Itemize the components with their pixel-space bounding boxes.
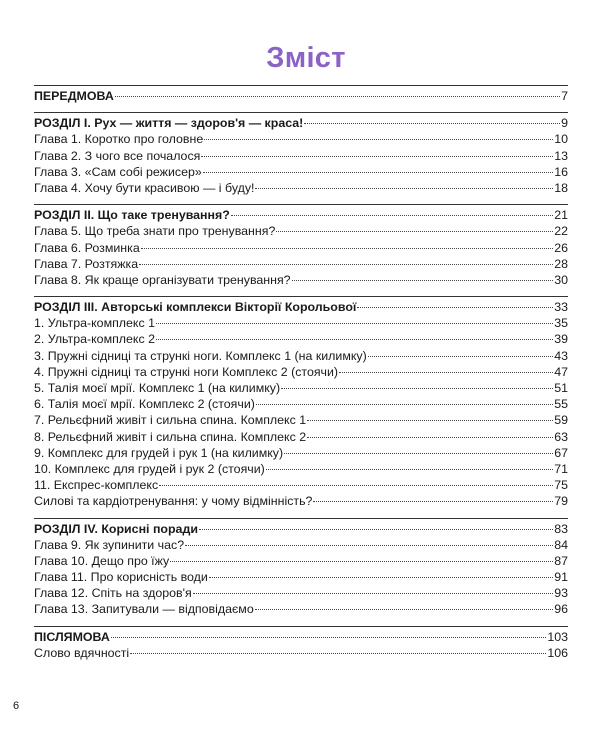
dot-leader xyxy=(307,420,553,421)
toc-entry-page-number: 18 xyxy=(554,180,568,195)
dot-leader xyxy=(339,372,553,373)
toc-entry-title: Глава 9. Як зупинити час? xyxy=(34,537,185,552)
toc-entry-page-number: 87 xyxy=(554,553,568,568)
toc-entry-title: Глава 6. Розминка xyxy=(34,240,140,255)
toc-entry-page-number: 84 xyxy=(554,537,568,552)
toc-entry[interactable] xyxy=(34,180,568,196)
toc-entry-title: Глава 2. З чого все почалося xyxy=(34,148,201,163)
toc-entry-page-number: 55 xyxy=(554,397,568,412)
dot-leader xyxy=(256,404,553,405)
toc-entry-page-number: 30 xyxy=(554,272,568,287)
toc-entry-page-number: 26 xyxy=(554,240,568,255)
dot-leader xyxy=(159,485,553,486)
toc-entry-title: Глава 3. «Сам собі режисер» xyxy=(34,164,202,179)
dot-leader xyxy=(130,653,546,654)
table-of-contents xyxy=(34,85,568,669)
dot-leader xyxy=(266,469,553,470)
toc-entry[interactable] xyxy=(34,148,568,164)
toc-entry[interactable] xyxy=(34,461,568,477)
toc-entry-title: Глава 1. Коротко про головне xyxy=(34,132,204,147)
toc-entry-page-number: 9 xyxy=(561,116,568,131)
toc-entry-title: Глава 10. Дещо про їжу xyxy=(34,553,170,568)
toc-entry-page-number: 67 xyxy=(554,445,568,460)
toc-entry-title: 3. Пружні сідниці та стрункі ноги. Комплекс 1 (на килимку) xyxy=(34,348,367,363)
toc-entry-page-number: 91 xyxy=(554,570,568,585)
toc-entry[interactable] xyxy=(34,240,568,256)
toc-entry-page-number: 22 xyxy=(554,224,568,239)
toc-entry-title: 5. Талія моєї мрії. Комплекс 1 (на килимку) xyxy=(34,381,281,395)
dot-leader xyxy=(281,388,553,389)
toc-entry-page-number: 106 xyxy=(547,645,568,660)
toc-entry-page-number: 96 xyxy=(554,602,568,617)
dot-leader xyxy=(115,96,560,97)
toc-entry-title: Глава 5. Що треба знати про тренування? xyxy=(34,224,276,239)
toc-entry[interactable] xyxy=(34,256,568,272)
toc-entry-title: 10. Комплекс для грудей і рук 2 (стоячи) xyxy=(34,461,265,476)
dot-leader xyxy=(156,323,553,324)
toc-entry-title: 7. Рельєфний живіт і сильна спина. Комплекс 1 xyxy=(34,413,307,428)
toc-entry-title: Глава 12. Спіть на здоров'я xyxy=(34,586,192,601)
toc-entry[interactable] xyxy=(34,131,568,147)
toc-entry[interactable] xyxy=(34,493,568,509)
toc-entry-page-number: 13 xyxy=(554,148,568,163)
toc-entry-title: ПЕРЕДМОВА xyxy=(34,89,114,103)
dot-leader xyxy=(255,188,553,189)
toc-entry[interactable] xyxy=(34,445,568,461)
dot-leader xyxy=(156,339,553,340)
toc-section xyxy=(34,204,568,288)
toc-entry-title: Глава 4. Хочу бути красивою — і буду! xyxy=(34,180,255,195)
toc-entry[interactable] xyxy=(34,477,568,493)
dot-leader xyxy=(204,139,553,140)
dot-leader xyxy=(307,437,553,438)
toc-entry-title: 6. Талія моєї мрії. Комплекс 2 (стоячи) xyxy=(34,397,255,412)
dot-leader xyxy=(313,501,553,502)
dot-leader xyxy=(255,609,553,610)
dot-leader xyxy=(199,529,553,530)
toc-entry-page-number: 21 xyxy=(554,208,568,223)
toc-entry-page-number: 93 xyxy=(554,586,568,601)
toc-entry[interactable] xyxy=(34,315,568,331)
dot-leader xyxy=(170,561,553,562)
dot-leader xyxy=(111,637,546,638)
dot-leader xyxy=(201,156,553,157)
toc-entry-title: Силові та кардіотренування: у чому відмінність? xyxy=(34,494,313,509)
dot-leader xyxy=(304,123,560,124)
toc-entry-title: 2. Ультра-комплекс 2 xyxy=(34,332,156,347)
toc-section xyxy=(34,85,568,104)
toc-entry-title: 8. Рельєфний живіт і сильна спина. Комплекс 2 xyxy=(34,429,307,444)
toc-section-heading[interactable] xyxy=(34,299,568,315)
toc-entry[interactable] xyxy=(34,223,568,239)
toc-entry-page-number: 51 xyxy=(554,381,568,395)
toc-entry-page-number: 33 xyxy=(554,300,568,315)
toc-entry-title: Слово вдячності xyxy=(34,645,130,660)
dot-leader xyxy=(193,593,553,594)
toc-section xyxy=(34,626,568,661)
toc-entry-page-number: 79 xyxy=(554,494,568,509)
dot-leader xyxy=(203,172,553,173)
toc-entry[interactable] xyxy=(34,272,568,288)
toc-section-heading[interactable] xyxy=(34,88,568,104)
toc-entry-page-number: 16 xyxy=(554,164,568,179)
toc-entry-title: Глава 7. Розтяжка xyxy=(34,256,139,271)
toc-entry-title: Глава 8. Як краще організувати тренування? xyxy=(34,272,291,287)
toc-entry-title: 1. Ультра-комплекс 1 xyxy=(34,316,156,331)
dot-leader xyxy=(141,248,553,249)
toc-entry[interactable] xyxy=(34,331,568,347)
toc-entry-title: 9. Комплекс для грудей і рук 1 (на килимку) xyxy=(34,445,284,460)
toc-entry-title: 4. Пружні сідниці та стрункі ноги Комплекс 2 (стоячи) xyxy=(34,364,339,379)
toc-entry-page-number: 10 xyxy=(554,132,568,147)
toc-section-heading[interactable] xyxy=(34,115,568,131)
toc-entry-page-number: 47 xyxy=(554,364,568,379)
toc-entry-page-number: 103 xyxy=(547,629,568,644)
toc-entry[interactable] xyxy=(34,380,568,396)
toc-entry-page-number: 35 xyxy=(554,316,568,331)
toc-entry-title: Глава 13. Запитували — відповідаємо xyxy=(34,602,254,617)
toc-entry-title: РОЗДІЛ IV. Корисні поради xyxy=(34,521,198,536)
toc-section xyxy=(34,296,568,509)
toc-entry[interactable] xyxy=(34,429,568,445)
toc-section-heading[interactable] xyxy=(34,521,568,537)
toc-entry-page-number: 63 xyxy=(554,429,568,444)
toc-entry-page-number: 28 xyxy=(554,256,568,271)
toc-section-heading[interactable] xyxy=(34,629,568,645)
toc-entry[interactable] xyxy=(34,396,568,412)
dot-leader xyxy=(231,215,553,216)
toc-entry-title: РОЗДІЛ III. Авторські комплекси Вікторії Корольової xyxy=(34,300,357,315)
toc-entry[interactable] xyxy=(34,585,568,601)
toc-entry-page-number: 83 xyxy=(554,521,568,536)
toc-entry[interactable] xyxy=(34,569,568,585)
toc-entry[interactable] xyxy=(34,645,568,661)
toc-section xyxy=(34,112,568,196)
toc-section xyxy=(34,518,568,618)
toc-entry-title: ПІСЛЯМОВА xyxy=(34,629,110,644)
dot-leader xyxy=(276,231,553,232)
dot-leader xyxy=(139,264,553,265)
toc-entry[interactable] xyxy=(34,412,568,428)
toc-entry-page-number: 59 xyxy=(554,413,568,428)
toc-section-heading[interactable] xyxy=(34,207,568,223)
toc-entry-title: РОЗДІЛ II. Що таке тренування? xyxy=(34,208,230,223)
toc-entry-page-number: 43 xyxy=(554,348,568,363)
dot-leader xyxy=(357,307,553,308)
toc-entry-page-number: 7 xyxy=(561,89,568,103)
dot-leader xyxy=(284,453,553,454)
dot-leader xyxy=(292,280,554,281)
toc-entry[interactable] xyxy=(34,553,568,569)
dot-leader xyxy=(185,545,553,546)
toc-entry-title: РОЗДІЛ I. Рух — життя — здоров'я — краса! xyxy=(34,116,304,131)
toc-entry[interactable] xyxy=(34,164,568,180)
dot-leader xyxy=(368,356,553,357)
toc-entry-title: 11. Експрес-комплекс xyxy=(34,478,159,493)
toc-entry-title: Глава 11. Про корисність води xyxy=(34,570,208,585)
toc-entry-page-number: 39 xyxy=(554,332,568,347)
dot-leader xyxy=(209,577,553,578)
toc-entry[interactable] xyxy=(34,601,568,617)
toc-entry[interactable] xyxy=(34,348,568,364)
toc-entry[interactable] xyxy=(34,537,568,553)
toc-entry[interactable] xyxy=(34,364,568,380)
page-number: 6 xyxy=(13,700,20,712)
toc-entry-page-number: 75 xyxy=(554,478,568,493)
toc-entry-page-number: 71 xyxy=(554,461,568,476)
page-title: Зміст xyxy=(266,42,346,74)
